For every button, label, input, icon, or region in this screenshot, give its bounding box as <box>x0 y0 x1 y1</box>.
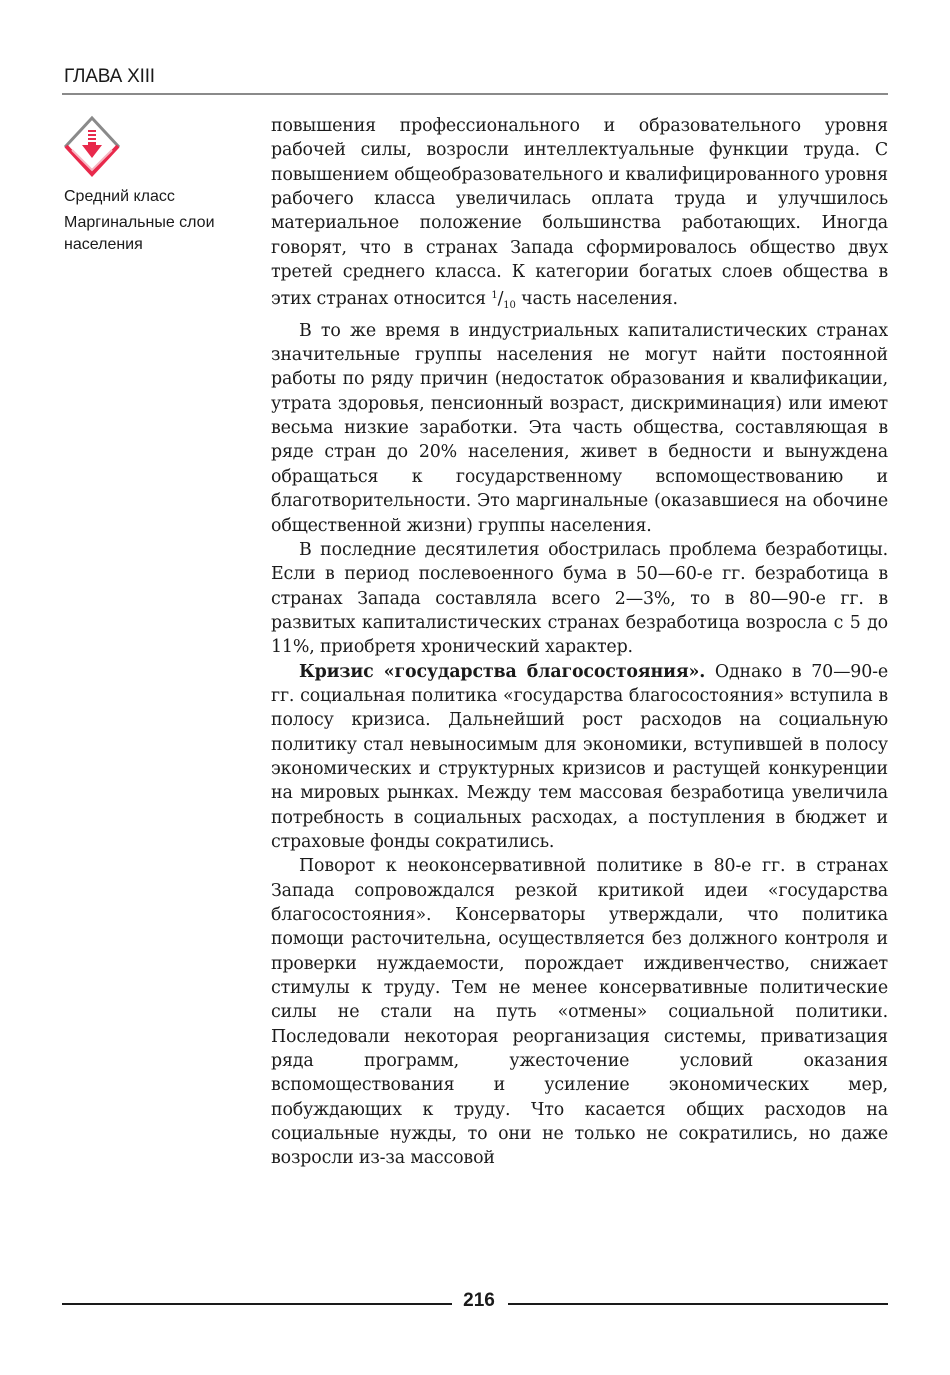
fraction-denominator: 10 <box>503 300 516 312</box>
paragraph-2: В то же время в индустриальных капиталистических странах значительные группы населения не могут найти постоянной работы по ряду причин (недостаток образования и квалификации, утрата здоровья, пенсионный возраст, дискриминация) или имеют весьма низкие заработки. Эта часть общества, составляющая в ряде стран до 20% населения, живет в бедности и вынуждена обращаться к государственному вспомоществованию и благотворительности. Это маргинальные (оказавшиеся на обочине общественной жизни) группы населения. <box>271 320 888 536</box>
paragraph-3: В последние десятилетия обострилась проблема безработицы. Если в период послевоенного бума в 50—60-е гг. безработица в странах Запада составляла всего 2—3%, то в 80—90-е гг. в развитых капиталистических странах безработица возросла с 5 до 11%, приобретя хронический характер. <box>271 539 888 658</box>
footer-rule-left <box>62 1303 452 1305</box>
paragraph-1 <box>271 114 888 319</box>
header-rule <box>62 93 888 95</box>
page-number: 216 <box>463 1290 495 1311</box>
paragraph-4 <box>271 660 888 855</box>
paragraph-1-end: часть населения. <box>515 289 678 310</box>
main-text <box>271 114 888 1171</box>
margin-term-marginal-groups: Маргинальные слои населения <box>64 214 215 253</box>
down-arrow-diamond-icon-graphic <box>60 114 124 178</box>
chapter-header: ГЛАВА XIII <box>64 66 155 87</box>
paragraph-1-text: повышения профессионального и образовательного уровня рабочей силы, возросли интеллектуальные функции труда. С повышением общеобразовательного и квалифицированного уровня рабочего класса увеличилась оплата труда и улучшилось материальное положение большинства работающих. Иногда говорят, что в странах Запада сформировалось общество двух третей среднего класса. К категории богатых слоев общества в этих странах относится <box>271 116 888 310</box>
paragraph-4-text: Однако в 70—90-е гг. социальная политика «государства благосостояния» вступила в полосу кризиса. Дальнейший рост расходов на социальную политику стал невыносимым для экономики, вступившей в полосу экономических и структурных кризисов и растущей конкуренции на мировых рынках. Между тем массовая безработица увеличила потребность в социальных расходах, а поступления в бюджет и страховые фонды сократились. <box>271 661 889 852</box>
margin-terms <box>64 186 254 260</box>
footer-rule-right <box>508 1303 888 1305</box>
paragraph-5: Поворот к неоконсервативной политике в 80-е гг. в странах Запада сопровождался резкой критикой идеи «государства благосостояния». Консерваторы утверждали, что политика помощи расточительна, осуществляется без должного контроля и проверки нуждаемости, порождает иждивенчество, снижает стимулы к труду. Тем не менее консервативные политические силы не стали на путь «отмены» социальной политики. Последовали некоторая реорганизация системы, приватизация ряда программ, ужесточение условий оказания вспомоществования и усиление экономических мер, побуждающих к труду. Что касается общих расходов на социальные нужды, то они не только не сократились, но даже возросли из-за массовой <box>271 856 888 1169</box>
down-arrow-diamond-icon <box>60 114 124 178</box>
fraction-numerator: 1 <box>491 290 498 302</box>
section-heading-welfare-state-crisis: Кризис «государства благосостояния». <box>299 661 706 682</box>
fraction-slash: / <box>497 289 504 310</box>
margin-term-middle-class: Средний класс <box>64 188 175 205</box>
page-footer <box>62 1290 888 1316</box>
